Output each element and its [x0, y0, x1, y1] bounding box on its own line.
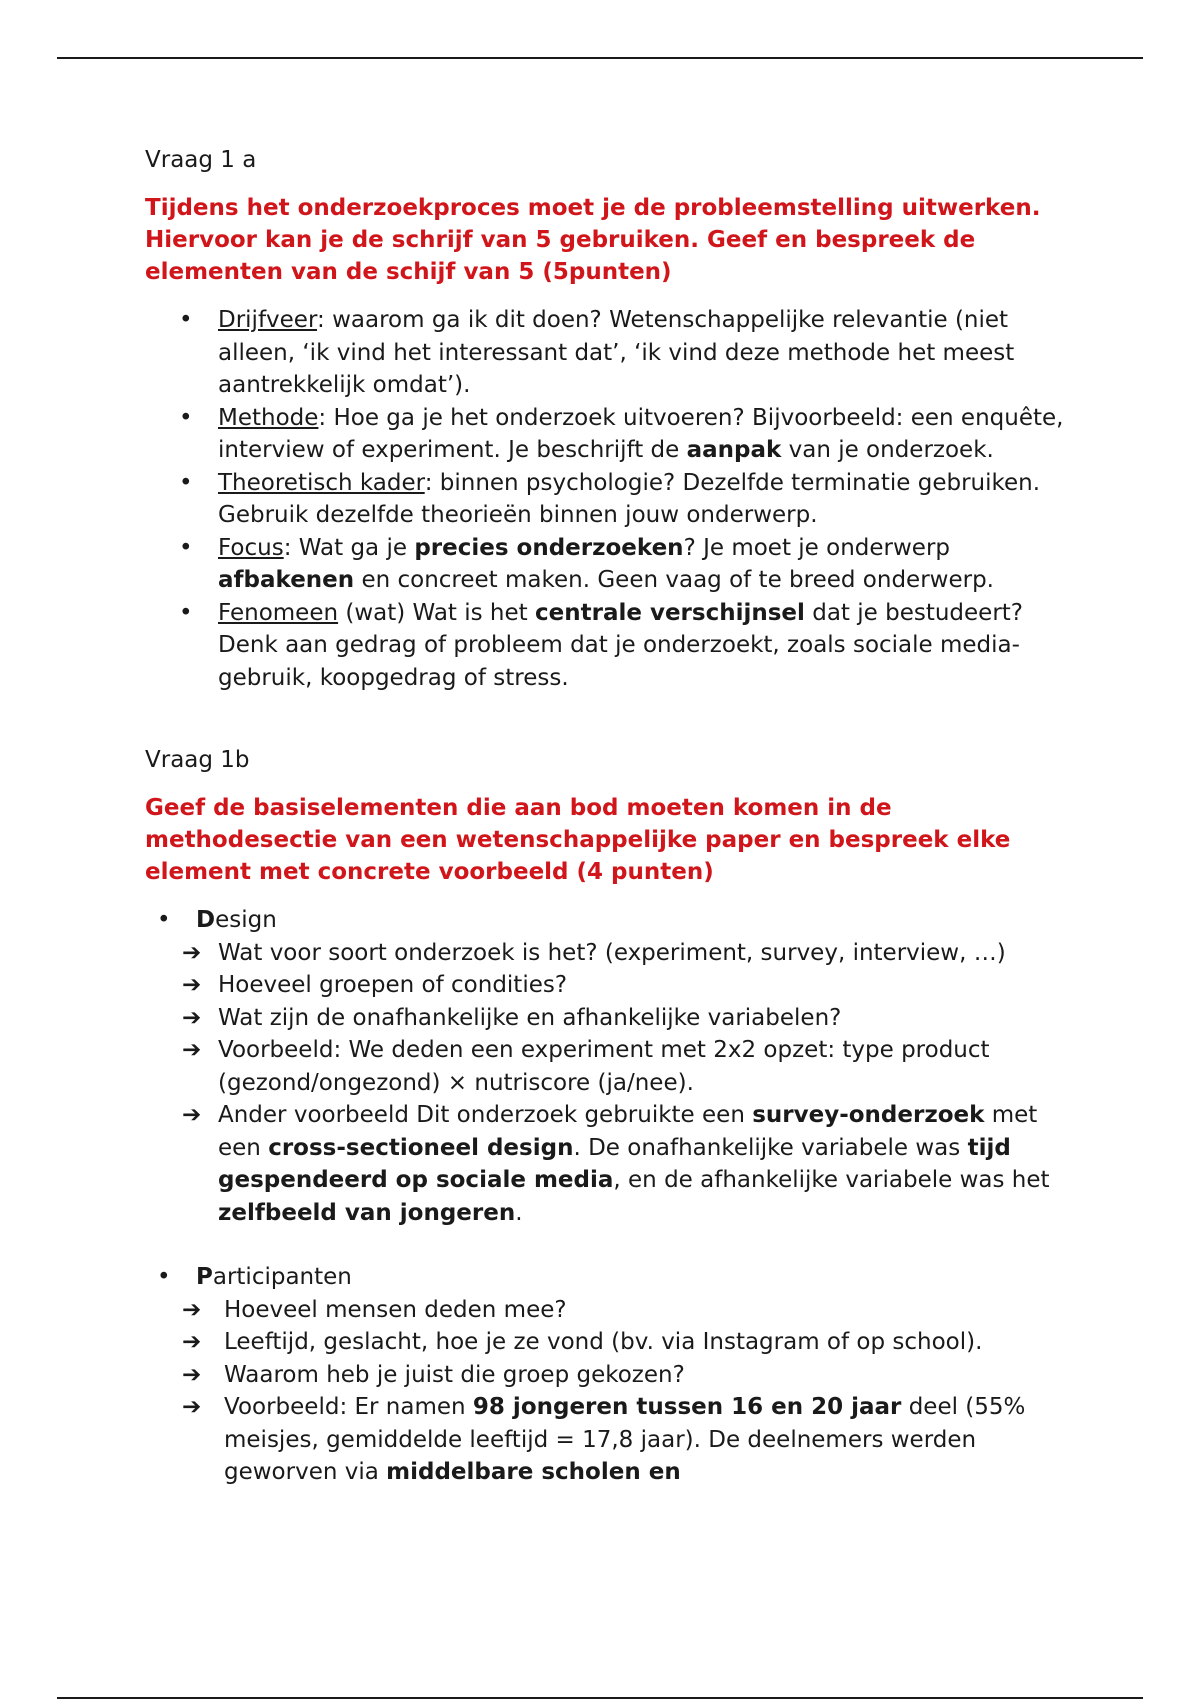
item-text: en concreet maken. Geen vaag of te breed onderwerp. [354, 567, 994, 593]
example-bold-text: middelbare scholen en [386, 1459, 681, 1485]
item-text: : Wat ga je [283, 534, 415, 561]
item-text: van je onderzoek. [781, 437, 994, 463]
bullet-icon: • [157, 1264, 171, 1290]
example-text: deel (55% meisjes, gemiddelde leeftijd = 17,8 jaar). De deelnemers werden geworven via [224, 1394, 1026, 1485]
participants-points [145, 1294, 1075, 1489]
arrow-right-icon: ➔ [182, 1361, 202, 1388]
example-bold-text: 98 jongeren tussen 16 en 20 jaar [472, 1394, 902, 1420]
point-text: Leeftijd, geslacht, hoe je ze vond (bv. via Instagram of op school). [224, 1329, 983, 1355]
list-item [145, 402, 1075, 467]
question-text-1a: Tijdens het onderzoekproces moet je de probleemstelling uitwerken. Hiervoor kan je de schrijf van 5 gebruiken. Geef en bespreek de elementen van de schijf van 5 (5punten) [145, 195, 1041, 285]
item-text: dat je bestudeert? Denk aan gedrag of probleem dat je onderzoekt, zoals sociale media-gebruik, koopgedrag of stress. [218, 599, 1024, 691]
example-bold-text: tijd gespendeerd op sociale media [218, 1134, 1011, 1193]
example-bold-text: survey-onderzoek [752, 1102, 985, 1128]
question-text-1b: Geef de basiselementen die aan bod moeten komen in de methodesectie van een wetenschappelijke paper en bespreek elke element met concrete voorbeeld (4 punten) [145, 795, 1011, 885]
example-text: Ander voorbeeld Dit onderzoek gebruikte een [218, 1102, 753, 1128]
bullet-icon: • [179, 469, 193, 496]
section-spacer [145, 694, 1075, 744]
term-theoretisch-kader: Theoretisch kader [218, 469, 425, 496]
list-item [145, 1034, 1075, 1099]
item-text: (wat) Wat is het [338, 599, 535, 626]
arrow-right-icon: ➔ [182, 1004, 202, 1031]
list-item [145, 969, 1075, 1002]
answer-list-1a [145, 304, 1075, 694]
participants-initial: P [196, 1264, 213, 1290]
list-item [145, 304, 1075, 402]
example-text: met een [218, 1102, 1038, 1161]
term-fenomeen: Fenomeen [218, 599, 339, 626]
item-bold-text: afbakenen [218, 567, 355, 593]
header-rule [57, 57, 1143, 59]
list-item [145, 467, 1075, 532]
bullet-icon: • [179, 534, 193, 561]
example-bold-text: cross-sectioneel design [268, 1134, 574, 1161]
bullet-icon: • [157, 907, 171, 933]
question-label-1b: Vraag 1b [145, 747, 250, 773]
item-text: ? Je moet je onderwerp [683, 534, 951, 561]
point-text: Waarom heb je juist die groep gekozen? [224, 1361, 685, 1388]
item-text: : binnen psychologie? Dezelfde terminatie gebruiken. Gebruik dezelfde theorieën binnen jouw onderwerp. [218, 469, 1041, 528]
arrow-right-icon: ➔ [182, 939, 202, 966]
list-item [145, 937, 1075, 970]
design-heading-rest: esign [215, 907, 277, 933]
section-participanten [145, 1261, 1075, 1294]
arrow-right-icon: ➔ [182, 1102, 202, 1128]
question-label-1a: Vraag 1 a [145, 147, 257, 173]
bullet-icon: • [179, 307, 193, 333]
arrow-right-icon: ➔ [182, 1296, 202, 1323]
example-bold-text: zelfbeeld van jongeren [218, 1199, 516, 1226]
item-bold-text: aanpak [686, 437, 782, 463]
term-methode: Methode [218, 404, 319, 431]
design-points [145, 937, 1075, 1230]
item-text: : Hoe ga je het onderzoek uitvoeren? Bijvoorbeeld: een enquête, interview of experiment. Je beschrijft de [218, 404, 1064, 463]
list-item [145, 1359, 1075, 1392]
term-drijfveer: Drijfveer [218, 307, 318, 333]
item-bold-text: precies onderzoeken [414, 534, 684, 561]
example-text: Voorbeeld: Er namen [224, 1394, 473, 1420]
point-text: Wat zijn de onafhankelijke en afhankelijke variabelen? [218, 1004, 842, 1031]
bullet-icon: • [179, 599, 193, 626]
item-bold-text: centrale verschijnsel [535, 599, 805, 626]
list-item [145, 597, 1075, 695]
arrow-right-icon: ➔ [182, 1037, 202, 1063]
list-item [145, 1099, 1075, 1229]
term-focus: Focus [218, 534, 284, 561]
example-text: . De onafhankelijke variabele was [573, 1134, 968, 1161]
section-design [145, 904, 1075, 937]
point-text: Hoeveel mensen deden mee? [224, 1296, 567, 1323]
point-text: Hoeveel groepen of condities? [218, 972, 568, 998]
document-body [145, 144, 1075, 1489]
example-text: . [515, 1199, 523, 1226]
list-item [145, 1326, 1075, 1359]
section-spacer [145, 1229, 1075, 1261]
list-item [145, 1002, 1075, 1035]
list-item [145, 532, 1075, 597]
point-text: Voorbeeld: We deden een experiment met 2x2 opzet: type product (gezond/ongezond) × nutriscore (ja/nee). [218, 1037, 990, 1096]
participants-heading-rest: articipanten [212, 1264, 352, 1290]
bullet-icon: • [179, 404, 193, 431]
design-initial: D [196, 907, 216, 933]
point-text: Wat voor soort onderzoek is het? (experiment, survey, interview, …) [218, 939, 1006, 966]
list-item [145, 1391, 1075, 1489]
arrow-right-icon: ➔ [182, 1329, 202, 1355]
footer-rule [57, 1697, 1143, 1699]
example-text: , en de afhankelijke variabele was het [613, 1167, 1050, 1193]
item-text: : waarom ga ik dit doen? Wetenschappelijke relevantie (niet alleen, ‘ik vind het interessant dat’, ‘ik vind deze methode het meest aantrekkelijk omdat’). [218, 307, 1015, 398]
arrow-right-icon: ➔ [182, 972, 202, 998]
arrow-right-icon: ➔ [182, 1394, 202, 1420]
list-item [145, 1294, 1075, 1327]
